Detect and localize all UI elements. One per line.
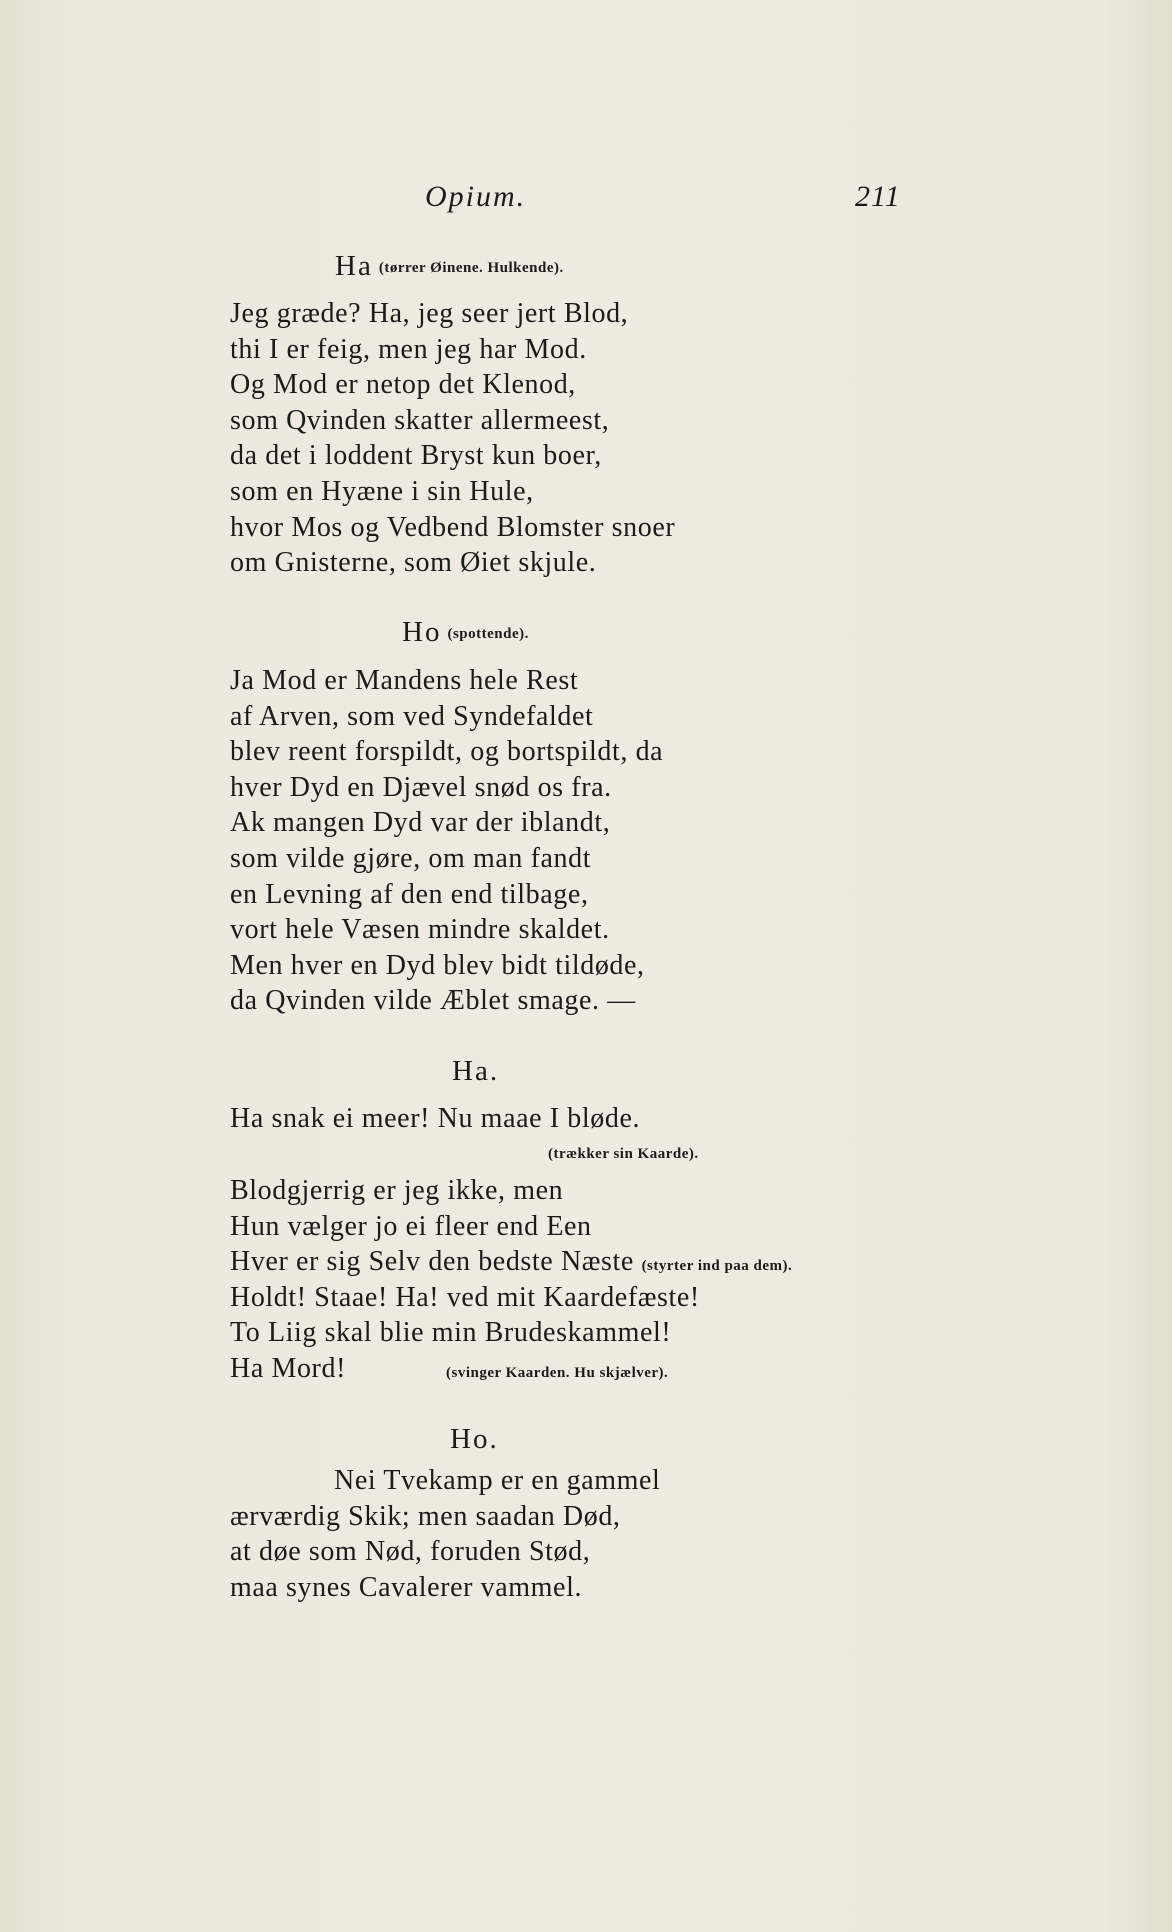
speaker-name: Ho xyxy=(402,616,442,648)
stage-direction: (svinger Kaarden. Hu skjælver). xyxy=(446,1364,669,1381)
verse-stanza xyxy=(230,663,663,1019)
verse-line xyxy=(230,1351,792,1387)
verse-text: Ha Mord! xyxy=(230,1352,346,1384)
verse-line: Nei Tvekamp er en gammel xyxy=(334,1465,661,1496)
stage-direction: (spottende). xyxy=(447,625,529,642)
page-number: 211 xyxy=(855,180,901,213)
verse-line: Jeg græde? Ha, jeg seer jert Blod, xyxy=(230,298,629,329)
verse-line: en Levning af den end tilbage, xyxy=(230,878,589,910)
verse-line: vort hele Væsen mindre skaldet. xyxy=(230,914,610,946)
verse-line: Og Mod er netop det Klenod, xyxy=(230,369,576,401)
verse-line: thi I er feig, men jeg har Mod. xyxy=(230,333,587,365)
speaker-heading xyxy=(450,1423,499,1456)
speaker-name: Ho. xyxy=(450,1423,499,1455)
verse-stanza xyxy=(230,1173,792,1387)
verse-text: Hver er sig Selv den bedste Næste xyxy=(230,1246,634,1278)
verse-line: da det i loddent Bryst kun boer, xyxy=(230,440,602,472)
speaker-name: Ha. xyxy=(452,1055,500,1087)
verse-line xyxy=(230,1244,792,1280)
verse-line: at døe som Nød, foruden Stød, xyxy=(230,1536,591,1568)
verse-line: som en Hyæne i sin Hule, xyxy=(230,475,534,507)
verse-line: Ha snak ei meer! Nu maae I bløde. xyxy=(230,1103,641,1134)
verse-line: Holdt! Staae! Ha! ved mit Kaardefæste! xyxy=(230,1281,700,1313)
verse-line: hvor Mos og Vedbend Blomster snoer xyxy=(230,511,676,543)
verse-line: Ja Mod er Mandens hele Rest xyxy=(230,665,579,696)
stage-direction: (trækker sin Kaarde). xyxy=(548,1146,699,1162)
verse-stanza xyxy=(230,296,675,581)
verse-line: Ak mangen Dyd var der iblandt, xyxy=(230,807,611,839)
verse-line: blev reent forspildt, og bortspildt, da xyxy=(230,736,664,768)
verse-line: af Arven, som ved Syndefaldet xyxy=(230,700,594,732)
verse-line: To Liig skal blie min Brudeskammel! xyxy=(230,1317,672,1349)
verse-line: Men hver en Dyd blev bidt tildøde, xyxy=(230,949,645,981)
stage-direction: (tørrer Øinene. Hulkende). xyxy=(378,259,564,276)
speaker-name: Ha xyxy=(335,250,373,282)
verse-stanza xyxy=(230,1463,660,1605)
speaker-heading xyxy=(335,250,564,283)
verse-line: om Gnisterne, som Øiet skjule. xyxy=(230,547,597,579)
verse-line: som vilde gjøre, om man fandt xyxy=(230,842,592,874)
stage-direction: (styrter ind paa dem). xyxy=(641,1258,793,1275)
verse-line: maa synes Cavalerer vammel. xyxy=(230,1571,583,1603)
verse-stanza xyxy=(230,1101,640,1137)
verse-line: da Qvinden vilde Æblet smage. — xyxy=(230,985,636,1017)
verse-line: Hun vælger jo ei fleer end Een xyxy=(230,1210,592,1242)
verse-line: hver Dyd en Djævel snød os fra. xyxy=(230,771,612,803)
verse-line: som Qvinden skatter allermeest, xyxy=(230,404,610,436)
speaker-heading xyxy=(452,1055,499,1088)
speaker-heading xyxy=(402,616,529,649)
verse-line: ærværdig Skik; men saadan Død, xyxy=(230,1500,621,1532)
verse-line: Blodgjerrig er jeg ikke, men xyxy=(230,1175,564,1206)
running-title: Opium. xyxy=(425,180,527,213)
